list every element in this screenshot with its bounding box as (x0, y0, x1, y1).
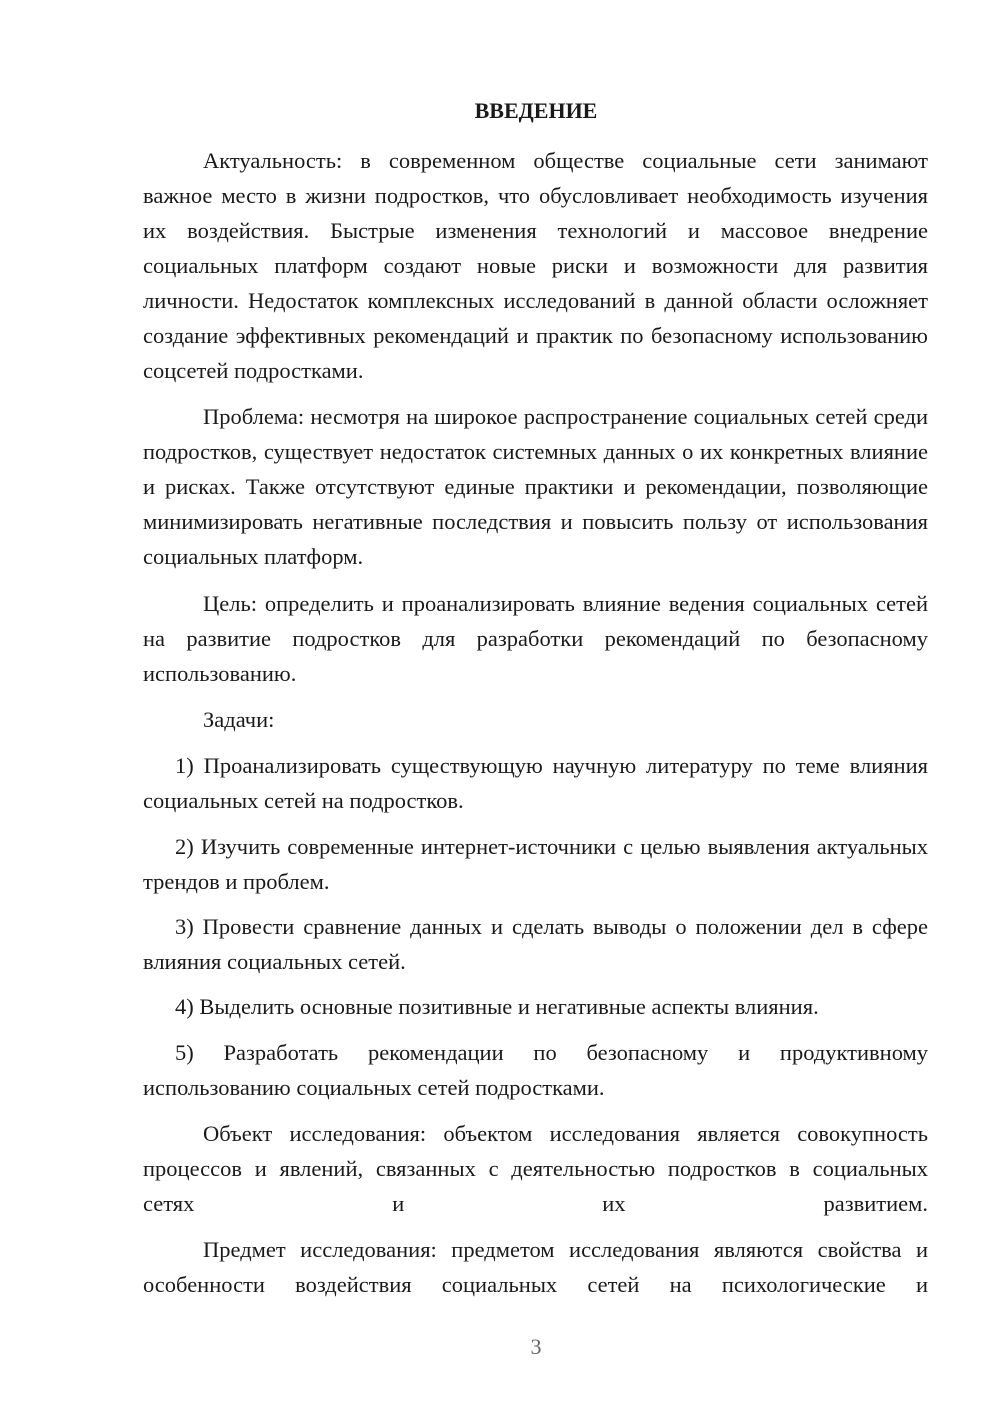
page-number: 3 (530, 1334, 542, 1359)
paragraph-object: Объект исследования: объектом исследования является совокупность процессов и явлений, связанных с деятельностью подростков в социальных сетях и их развитием. (143, 1121, 928, 1216)
task-item-3: 3) Провести сравнение данных и сделать выводы о положении дел в сфере влияния социальных сетей. (143, 914, 928, 974)
paragraph-problem: Проблема: несмотря на широкое распространение социальных сетей среди подростков, существует недостаток системных данных о их конкретных влияние и рисках. Также отсутствуют единые практики и рекомендации, позволяющие минимизировать негативные последствия и повысить пользу от использования социальных платформ. (143, 404, 928, 569)
tasks-label: Задачи: (203, 707, 275, 732)
task-item-4: 4) Выделить основные позитивные и негативные аспекты влияния. (175, 994, 819, 1019)
paragraph-relevance: Актуальность: в современном обществе социальные сети занимают важное место в жизни подростков, что обусловливает необходимость изучения их воздействия. Быстрые изменения технологий и массовое внедрение социальных платформ создают новые риски и возможности для развития личности. Недостаток комплексных исследований в данной области осложняет создание эффективных рекомендаций и практик по безопасному использованию соцсетей подростками. (143, 148, 928, 383)
task-item-5: 5) Разработать рекомендации по безопасному и продуктивному использованию социальных сетей подростками. (143, 1040, 928, 1100)
task-item-2: 2) Изучить современные интернет-источники с целью выявления актуальных трендов и проблем. (143, 834, 928, 894)
paragraph-subject: Предмет исследования: предметом исследования являются свойства и особенности воздействия социальных сетей на психологические и (143, 1237, 928, 1297)
paragraph-goal: Цель: определить и проанализировать влияние ведения социальных сетей на развитие подростков для разработки рекомендаций по безопасному использованию. (143, 591, 928, 686)
task-item-1: 1) Проанализировать существующую научную литературу по теме влияния социальных сетей на подростков. (143, 753, 928, 813)
page-title: ВВЕДЕНИЕ (474, 98, 598, 123)
